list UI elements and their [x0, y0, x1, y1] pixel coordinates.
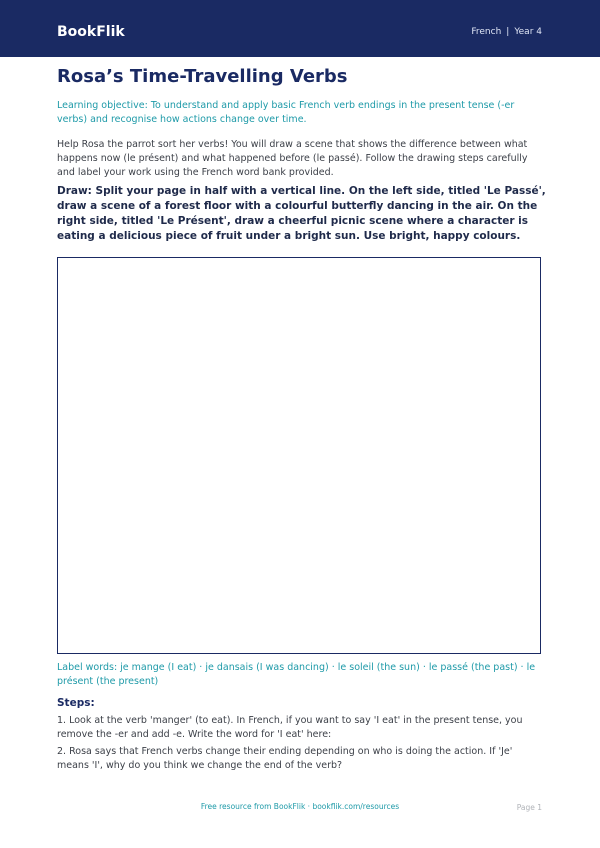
page-title: Rosa’s Time-Travelling Verbs [57, 66, 348, 87]
meta-separator: | [506, 27, 510, 37]
brand-logo: BookFlik [57, 24, 125, 40]
learning-objective: Learning objective: To understand and apply basic French verb endings in the present tense (-er verbs) and recognise how actions change over time. [57, 100, 515, 125]
header-bar [0, 0, 600, 57]
step-item-2: 2. Rosa says that French verbs change their ending depending on who is doing the action. If 'Je' means 'I', why do you think we change the end of the verb? [57, 746, 513, 771]
draw-instruction: Draw: Split your page in half with a vertical line. On the left side, titled 'Le Passé', draw a scene of a forest floor with a colourful butterfly dancing in the air. On the right side, titled 'Le Présent', draw a cheerful picnic scene where a character is eating a delicious piece of fruit under a bright sun. Use bright, happy colours. [57, 185, 546, 242]
step-item-1: 1. Look at the verb 'manger' (to eat). In French, if you want to say 'I eat' in the present tense, you remove the -er and add -e. Write the word for 'I eat' here: [57, 715, 523, 740]
subject-year-label [471, 27, 542, 37]
footer-resource-link[interactable]: Free resource from BookFlik · bookflik.com/resources [200, 802, 400, 811]
year-label: Year 4 [514, 27, 542, 37]
intro-paragraph: Help Rosa the parrot sort her verbs! You will draw a scene that shows the difference between what happens now (le présent) and what happened before (le passé). Follow the drawing steps carefully and label your work using the French word bank provided. [57, 139, 528, 178]
drawing-area[interactable] [57, 257, 541, 654]
page-number: Page 1 [516, 803, 542, 812]
label-word-bank: Label words: je mange (I eat) · je dansais (I was dancing) · le soleil (the sun) · le passé (the past) · le présent (the present) [57, 662, 536, 687]
subject-label: French [471, 27, 502, 37]
steps-heading: Steps: [57, 697, 95, 709]
